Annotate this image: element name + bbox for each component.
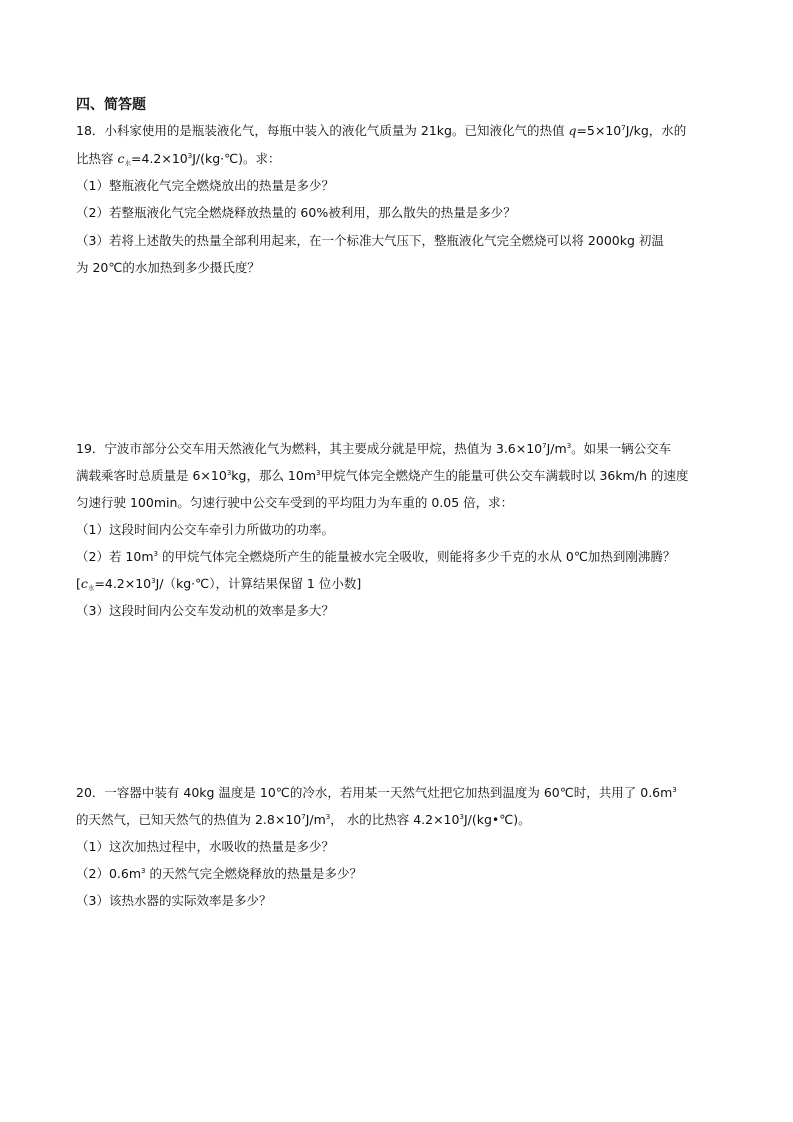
q19-stem-line-1: 19．宁波市部分公交车用天然液化气为燃料，其主要成分就是甲烷，热值为 $3.6\times 10^7J/m^3$。如果一辆公交车 [76, 441, 672, 456]
q18-stem-line-1: 18．小科家使用的是瓶装液化气，每瓶中装入的液化气质量为 21kg。已知液化气的热值 $q=5\times 10^7J/kg$，水的 [76, 123, 687, 138]
q20-part-3: （3）该热水器的实际效率是多少？ [76, 893, 272, 908]
q19-part-1: （1）这段时间内公交车牵引力所做功的功率。 [76, 522, 334, 537]
q19-stem-line-3: 匀速行驶 100min。匀速行驶中公交车受到的平均阻力为车重的 0.05 倍，求： [76, 495, 514, 510]
q18-part-2: （2）若整瓶液化气完全燃烧释放热量的 60%被利用，那么散失的热量是多少？ [76, 205, 516, 220]
q18-part-3-line-1: （3）若将上述散失的热量全部利用起来，在一个标准大气压下，整瓶液化气完全燃烧可以将 2000kg 初温 [76, 233, 664, 248]
q18-part-3-line-2: 为 20℃的水加热到多少摄氏度？ [76, 260, 260, 275]
q20-stem-line-2: 的天然气，已知天然气的热值为 $2.8\times 10^7J/m^3$， 水的比热容 $4.2\times 10^3J/(kg•℃)$。 [76, 812, 531, 827]
q20-stem-line-1: 20．一容器中装有 40kg 温度是 10℃的冷水，若用某一天然气灶把它加热到温度为 60℃时，共用了 $0.6m^3$ [76, 785, 677, 800]
q19-part-2-line-2: [$c_水=4.2\times 10^3J/(kg\cdot℃)$，计算结果保留 1 位小数] [76, 576, 362, 592]
q20-part-1: （1）这次加热过程中，水吸收的热量是多少？ [76, 839, 334, 854]
section-title: 四、简答题 [76, 97, 146, 113]
q18-part-1: （1）整瓶液化气完全燃烧放出的热量是多少？ [76, 178, 334, 193]
q19-part-2-line-1: （2）若 $10m^3$ 的甲烷气体完全燃烧所产生的能量被水完全吸收，则能将多少千克的水从 0℃加热到刚沸腾？ [76, 549, 676, 564]
q20-part-2: $(2)0.6m^3$ 的天然气完全燃烧释放的热量是多少？ [76, 866, 362, 881]
q19-stem-line-2: 满载乘客时总质量是 $6\times 10^3kg$，那么 $10m^3$甲烷气体完全燃烧产生的能量可供公交车满载时以 36km/h 的速度 [76, 468, 689, 483]
q19-part-3: （3）这段时间内公交车发动机的效率是多大？ [76, 603, 334, 618]
q18-stem-line-2: 比热容 $c_水=4.2\times 10^3J/(kg\cdot℃)$。求： [76, 151, 281, 167]
